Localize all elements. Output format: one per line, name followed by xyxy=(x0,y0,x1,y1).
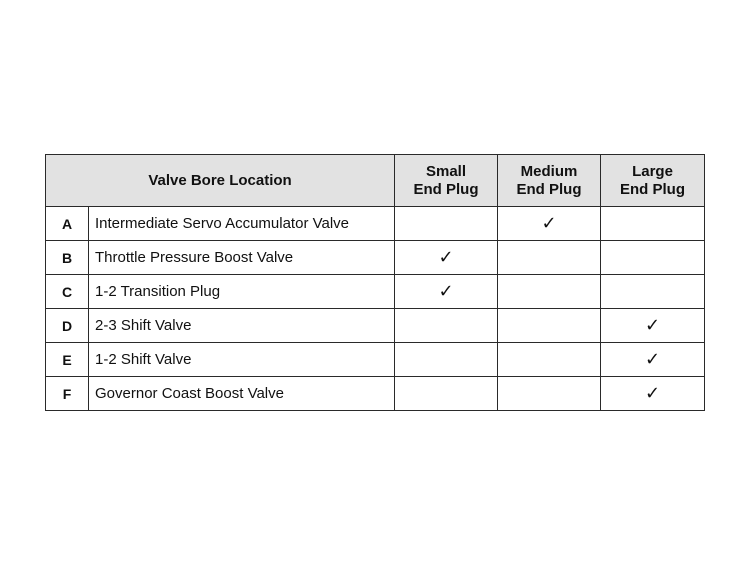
header-medium-line-1: Medium xyxy=(520,162,578,180)
table-row xyxy=(46,241,705,275)
header-row xyxy=(46,155,705,207)
header-large-line-1: Large xyxy=(632,162,673,180)
cell-medium-end-plug xyxy=(498,207,601,241)
cell-medium-end-plug xyxy=(498,241,601,275)
cell-medium-end-plug xyxy=(498,343,601,377)
row-valve-name: Throttle Pressure Boost Valve xyxy=(89,241,395,275)
header-large-line-2: End Plug xyxy=(620,180,686,198)
table-row xyxy=(46,309,705,343)
table-body xyxy=(46,207,705,411)
table-row xyxy=(46,377,705,411)
checkmark-icon: ✓ xyxy=(541,212,557,234)
cell-small-end-plug xyxy=(395,275,498,309)
header-large-end-plug xyxy=(601,155,705,207)
table-row xyxy=(46,343,705,377)
cell-small-end-plug xyxy=(395,309,498,343)
table-row xyxy=(46,207,705,241)
cell-small-end-plug xyxy=(395,377,498,411)
header-medium-end-plug xyxy=(498,155,601,207)
checkmark-icon: ✓ xyxy=(438,246,454,268)
row-letter: F xyxy=(46,377,89,411)
cell-large-end-plug xyxy=(601,241,705,275)
row-valve-name: Governor Coast Boost Valve xyxy=(89,377,395,411)
table-row xyxy=(46,275,705,309)
cell-large-end-plug xyxy=(601,207,705,241)
header-medium-line-2: End Plug xyxy=(516,180,582,198)
checkmark-icon: ✓ xyxy=(644,314,661,336)
end-plug-table-container xyxy=(45,154,704,411)
cell-medium-end-plug xyxy=(498,377,601,411)
end-plug-table xyxy=(45,154,705,411)
checkmark-icon: ✓ xyxy=(644,382,661,404)
cell-large-end-plug xyxy=(601,309,705,343)
header-small-line-1: Small xyxy=(426,162,467,180)
row-letter: B xyxy=(46,241,89,275)
header-valve-bore-location: Valve Bore Location xyxy=(46,155,395,207)
cell-medium-end-plug xyxy=(498,275,601,309)
checkmark-icon: ✓ xyxy=(644,348,661,370)
row-letter: E xyxy=(46,343,89,377)
cell-large-end-plug xyxy=(601,377,705,411)
row-valve-name: 1-2 Shift Valve xyxy=(89,343,395,377)
cell-small-end-plug xyxy=(395,207,498,241)
cell-large-end-plug xyxy=(601,343,705,377)
cell-medium-end-plug xyxy=(498,309,601,343)
row-letter: D xyxy=(46,309,89,343)
cell-small-end-plug xyxy=(395,241,498,275)
header-small-end-plug xyxy=(395,155,498,207)
row-letter: A xyxy=(46,207,89,241)
row-valve-name: 2-3 Shift Valve xyxy=(89,309,395,343)
row-valve-name: Intermediate Servo Accumulator Valve xyxy=(89,207,395,241)
cell-large-end-plug xyxy=(601,275,705,309)
checkmark-icon: ✓ xyxy=(438,280,454,302)
row-letter: C xyxy=(46,275,89,309)
cell-small-end-plug xyxy=(395,343,498,377)
row-valve-name: 1-2 Transition Plug xyxy=(89,275,395,309)
header-small-line-2: End Plug xyxy=(413,180,479,198)
